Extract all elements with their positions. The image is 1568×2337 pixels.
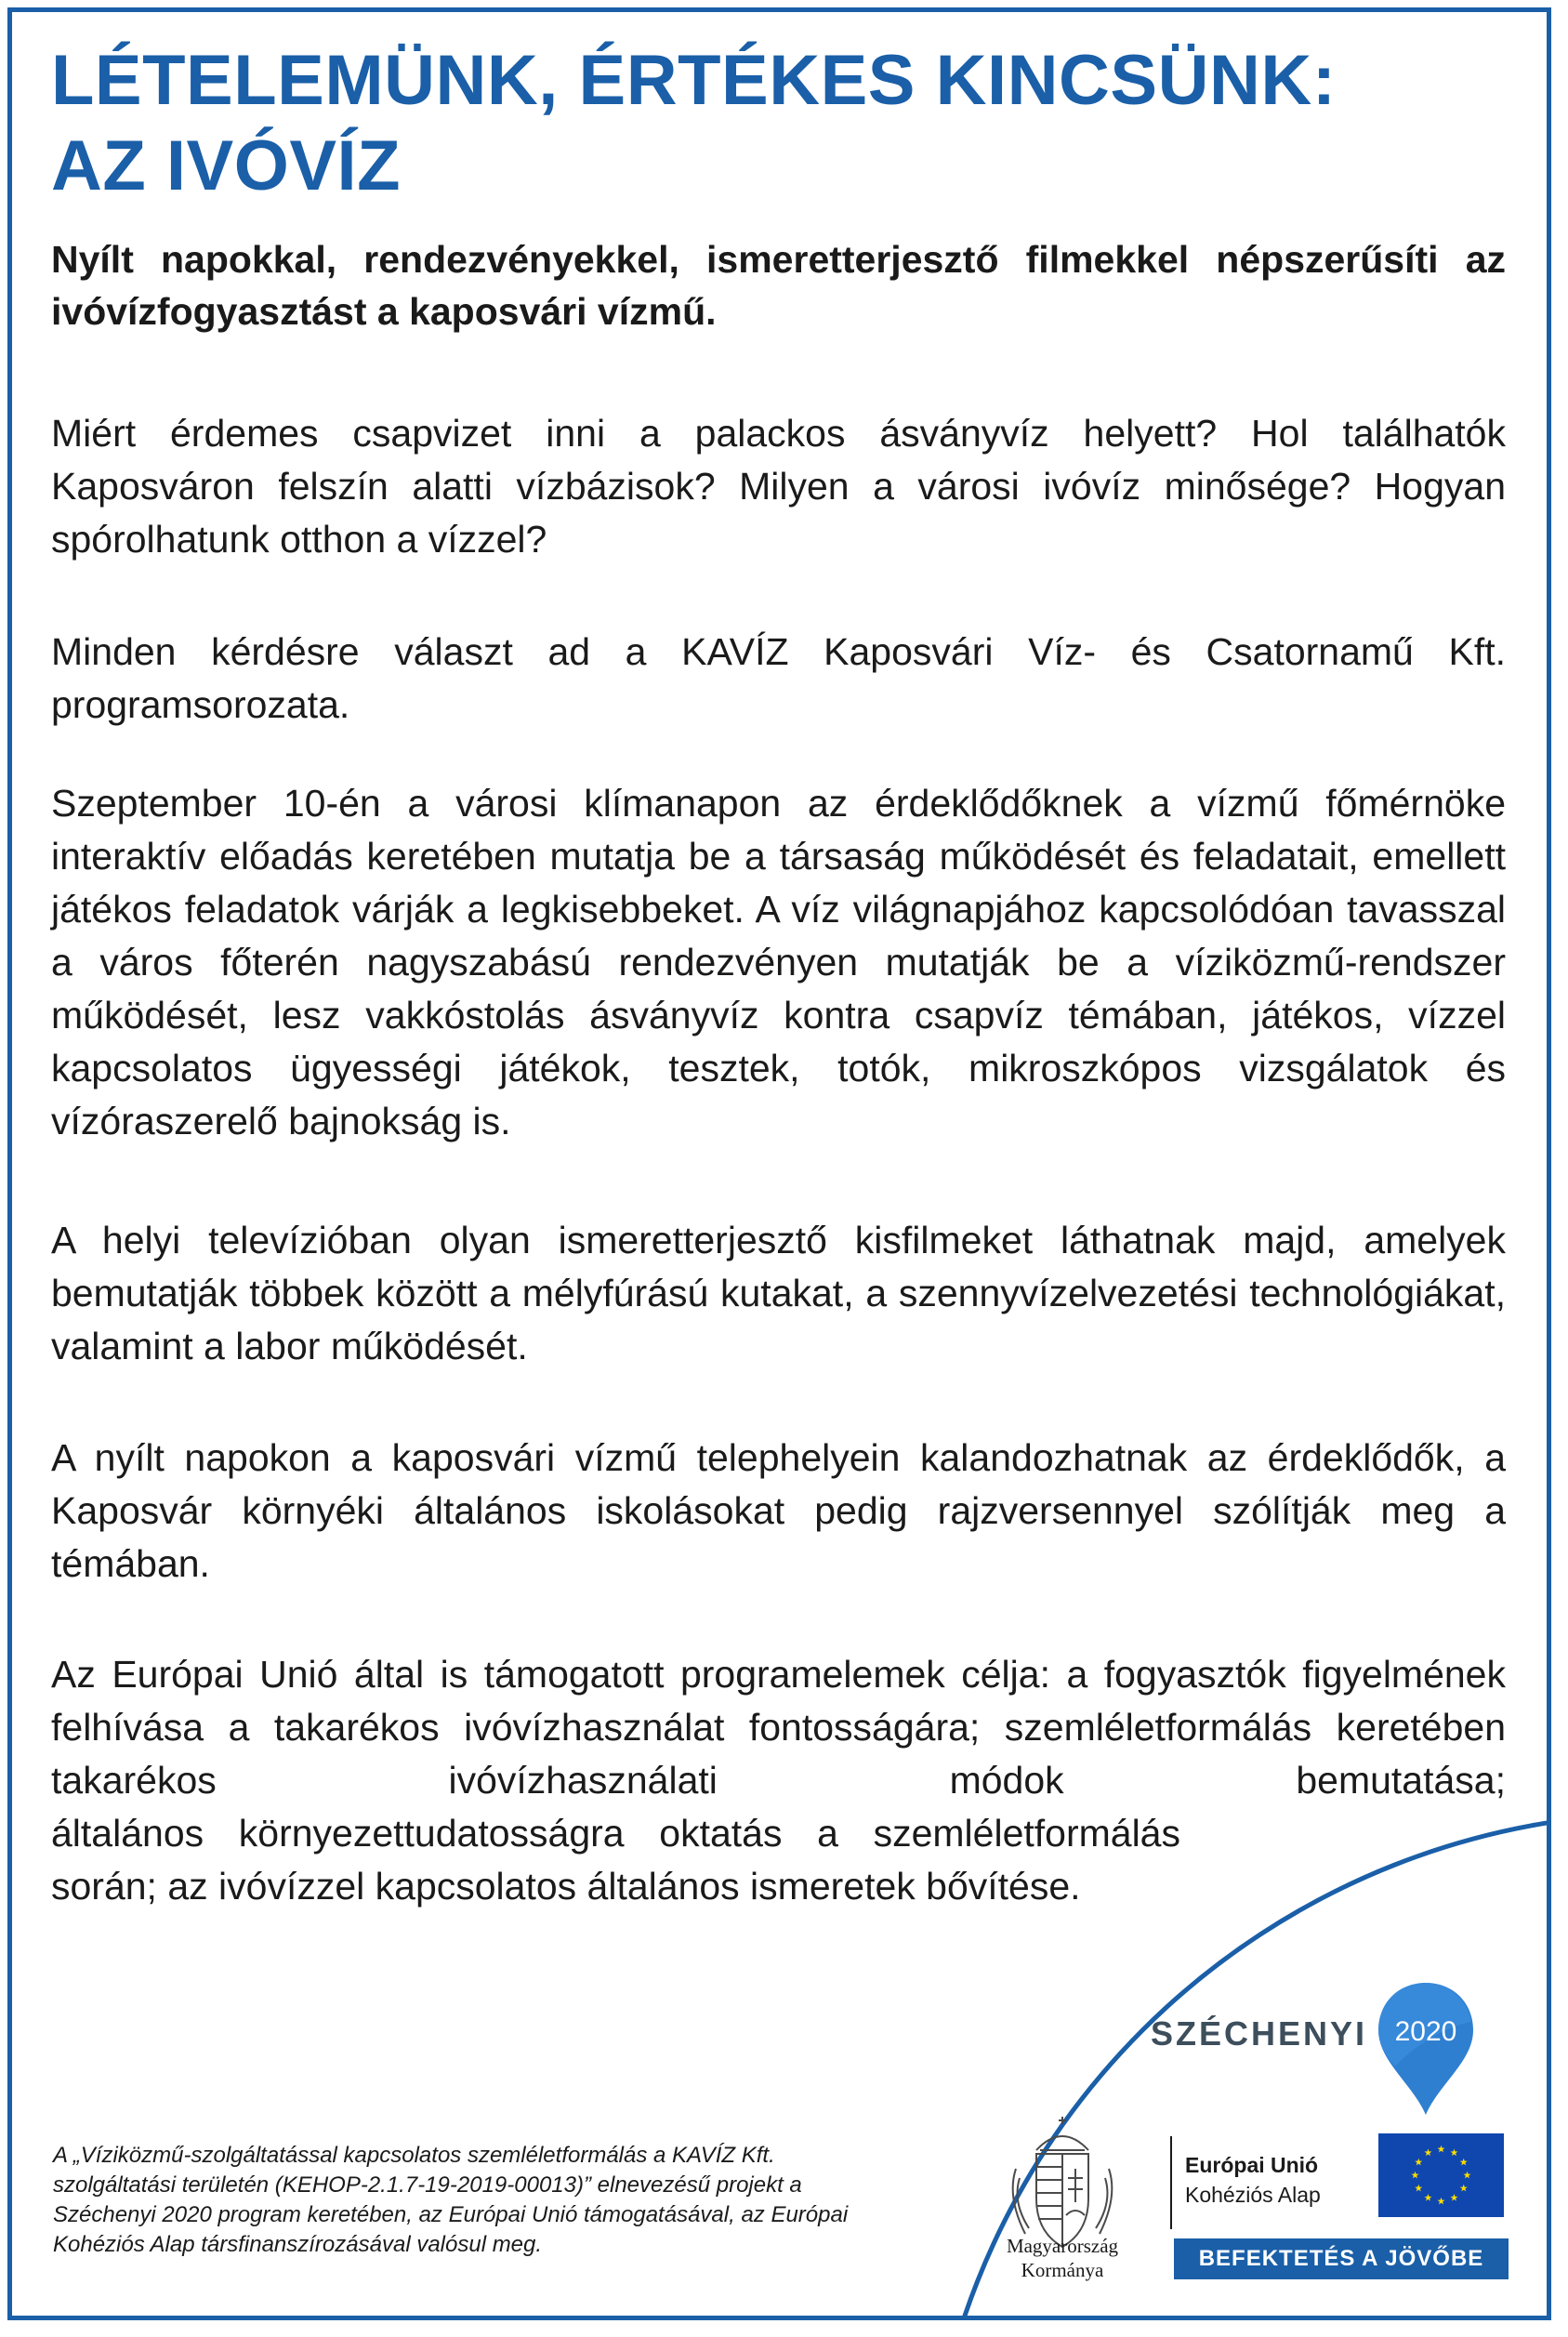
eu-flag-icon [1378, 2133, 1504, 2217]
body-paragraph-questions: Miért érdemes csapvizet inni a palackos ásványvíz helyett? Hol találhatók Kaposváron felszín alatti vízbázisok? Milyen a városi ivóvíz minősége? Hogyan spórolhatunk otthon a vízzel? [51, 412, 1506, 561]
lead-paragraph: Nyílt napokkal, rendezvényekkel, ismeretterjesztő filmekkel népszerűsíti az ivóvízfogyasztást a kaposvári vízmű. [51, 238, 1506, 333]
body-paragraph-events: Szeptember 10-én a városi klímanapon az érdeklődőknek a vízmű főmérnöke interaktív előadás keretében mutatja be a társaság működését és feladatait, emellett játékos feladatok várják a legkisebbeket. A víz világnapjához kapcsolódóan tavasszal a város főterén nagyszabású rendezvényen mutatják be a víziközmű-rendszer működését, lesz vakkóstolás ásványvíz kontra csapvíz témában, játékos, vízzel kapcsolatos ügyességi játékok, tesztek, totók, mikroszkópos vizsgálatok és vízóraszerelő bajnokság is. [51, 782, 1506, 1142]
szechenyi-year: 2020 [1394, 2016, 1457, 2047]
body-paragraph-open-days: A nyílt napokon a kaposvári vízmű telephelyein kalandozhatnak az érdeklődők, a Kaposvár környéki általános iskolásokat pedig rajzversennyel szólítják meg a témában. [51, 1436, 1506, 1585]
headline [51, 38, 1337, 209]
headline-line-1: LÉTELEMÜNK, ÉRTÉKES KINCSÜNK: [51, 41, 1337, 120]
body-paragraph-television: A helyi televízióban olyan ismeretterjesztő kisfilmeket láthatnak majd, amelyek bemutatják többek között a mélyfúrású kutakat, a szennyvízelvezetési technológiákat, valamint a labor működését. [51, 1219, 1506, 1367]
government-name [974, 2234, 1151, 2282]
headline-line-2: AZ IVÓVÍZ [51, 126, 402, 205]
eu-fund-name: Kohéziós Alap [1185, 2183, 1321, 2207]
government-line-2: Kormánya [1021, 2259, 1104, 2281]
eu-name: Európai Unió [1185, 2153, 1319, 2177]
project-footnote: A „Víziközmű-szolgáltatással kapcsolatos szemléletformálás a KAVÍZ Kft. szolgáltatási területén (KEHOP-2.1.7-19-2019-00013)” elnevezésű projekt a Széchenyi 2020 program keretében, az Európai Unió támogatásával, az Európai Kohéziós Alap társfinanszírozásával valósul meg. [53, 2143, 849, 2257]
eu-goals-text-full-width: Az Európai Unió által is támogatott programelemek célja: a fogyasztók figyelmének felhívása a takarékos ivóvízhasználat fontosságára; szemléletformálás keretében takarékos ivóvízhasználati módok bemutatása; [51, 1653, 1506, 1802]
invest-in-future-banner: BEFEKTETÉS A JÖVŐBE [1174, 2238, 1509, 2279]
eu-cohesion-fund-label [1185, 2150, 1321, 2210]
map-pin-icon [1375, 1979, 1477, 2119]
government-line-1: Magyarország [1006, 2235, 1119, 2257]
page-frame [7, 7, 1551, 2320]
szechenyi-wordmark: SZÉCHENYI [1151, 2014, 1368, 2053]
body-paragraph-answer: Minden kérdésre választ ad a KAVÍZ Kaposvári Víz- és Csatornamű Kft. programsorozata. [51, 630, 1506, 726]
eu-divider-line [1170, 2136, 1172, 2229]
body-paragraph-eu-goals [51, 1648, 1506, 1913]
szechenyi-2020-logo [1151, 1964, 1477, 2104]
eu-goals-text-narrow: általános környezettudatosságra oktatás a szemléletformálás során; az ivóvízzel kapcsolatos általános ismeretek bővítése. [51, 1812, 1180, 1908]
